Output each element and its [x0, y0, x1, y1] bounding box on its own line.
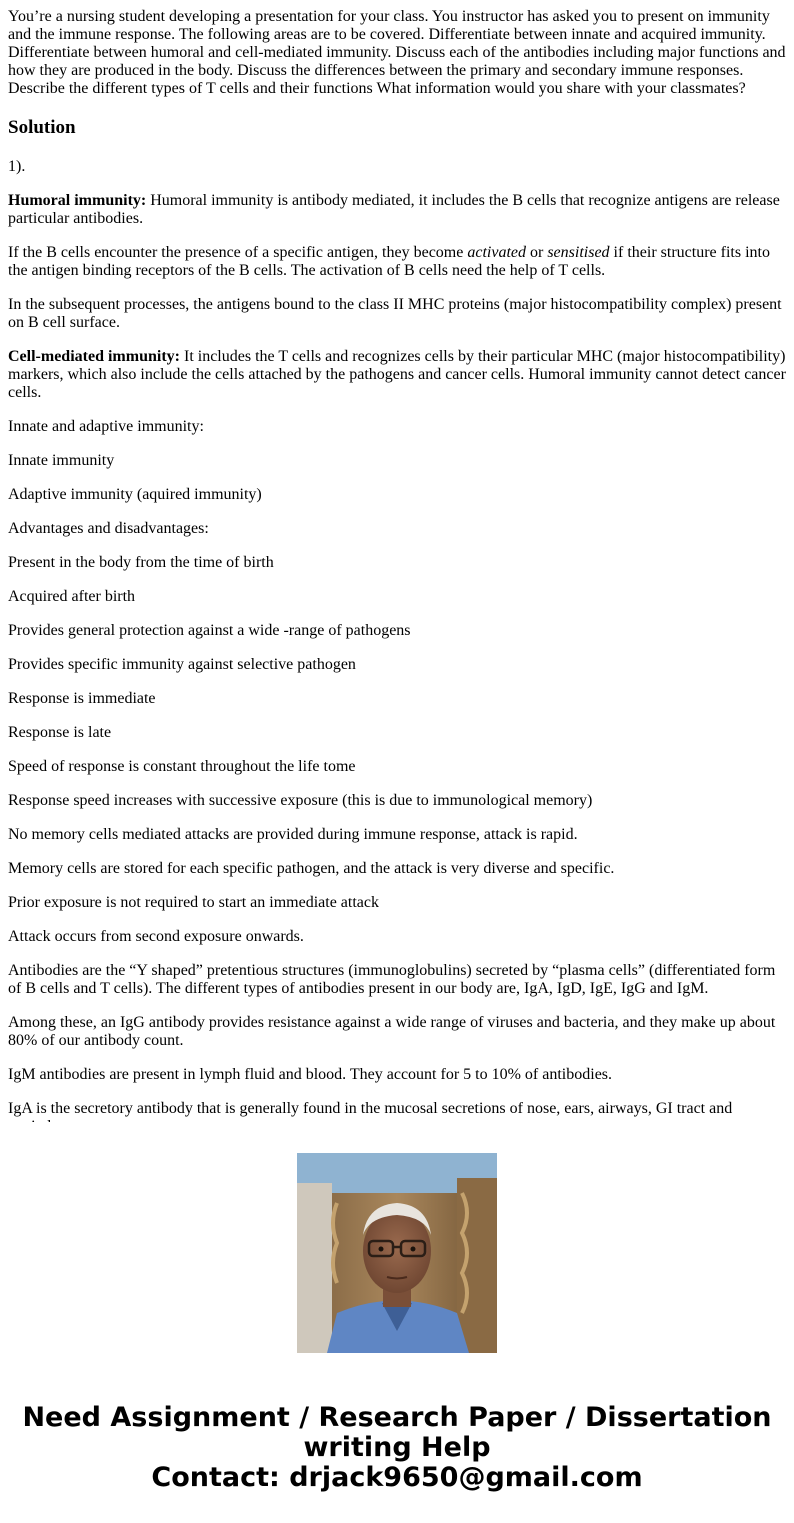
bcell-or: or [526, 244, 548, 261]
innate-adaptive-heading: Innate and adaptive immunity: [8, 418, 204, 435]
comparison-item: Response is immediate [8, 690, 156, 707]
comparison-item: Response speed increases with successive exposure (this is due to immunological memory) [8, 792, 593, 809]
comparison-item: Acquired after birth [8, 588, 136, 605]
humoral-term: Humoral immunity: [8, 192, 147, 209]
solution-heading: Solution [8, 117, 76, 138]
comparison-item: Present in the body from the time of birth [8, 554, 274, 571]
comparison-item: Prior exposure is not required to start an immediate attack [8, 894, 379, 911]
cta-line-2: writing Help [303, 1432, 491, 1463]
cta-contact-email[interactable]: Contact: drjack9650@gmail.com [151, 1462, 643, 1493]
adv-disadv-heading: Advantages and disadvantages: [8, 520, 209, 537]
question-text: You’re a nursing student developing a presentation for your class. You instructor has asked you to present on immunity and the immune response. The following areas are to be covered. Differentiate between innate and acquired immunity. Differentiate between humoral and cell-mediated immunity. Discuss each of the antibodies including major functions and how they are produced in the body. Discuss the differences between the primary and secondary immune responses. Describe the different types of T cells and their functions What information would you share with your classmates? [8, 8, 786, 97]
comparison-item: Attack occurs from second exposure onwards. [8, 928, 304, 945]
comparison-item: Provides specific immunity against selective pathogen [8, 656, 356, 673]
antibodies-paragraph: Antibodies are the “Y shaped” pretentious structures (immunoglobulins) secreted by “plasma cells” (differentiated form of B cells and T cells). The different types of antibodies present in our body are, IgA, IgD, IgE, IgG and IgM. [8, 962, 776, 997]
contact-banner [0, 1403, 794, 1493]
humoral-text: Humoral immunity is antibody mediated, it includes the B cells that recognize antigens are release particular antibodies. [8, 192, 780, 227]
igm-paragraph: IgM antibodies are present in lymph fluid and blood. They account for 5 to 10% of antibodies. [8, 1066, 613, 1083]
bcell-suffix: if their structure fits into the antigen binding receptors of the B cells. The activation of B cells need the help of T cells. [8, 244, 770, 279]
cta-line-1: Need Assignment / Research Paper / Dissertation [22, 1402, 772, 1433]
bcell-activation-paragraph [8, 244, 788, 280]
comparison-item: Provides general protection against a wide -range of pathogens [8, 622, 411, 639]
comparison-item: No memory cells mediated attacks are provided during immune response, attack is rapid. [8, 826, 578, 843]
comparison-item: Memory cells are stored for each specific pathogen, and the attack is very diverse and specific. [8, 860, 615, 877]
adaptive-label: Adaptive immunity (aquired immunity) [8, 486, 262, 503]
bcell-term-sensitised: sensitised [547, 244, 610, 261]
cell-mediated-paragraph [8, 348, 788, 402]
innate-label: Innate immunity [8, 452, 115, 469]
promo-footer [0, 1122, 794, 1523]
cell-mediated-term: Cell-mediated immunity: [8, 348, 180, 365]
comparison-item: Response is late [8, 724, 112, 741]
igg-paragraph: Among these, an IgG antibody provides resistance against a wide range of viruses and bacteria, and they make up about 80% of our antibody count. [8, 1014, 776, 1049]
cell-mediated-text: It includes the T cells and recognizes cells by their particular MHC (major histocompatibility) markers, which also include the cells attached by the pathogens and cancer cells. Humoral immunity cannot detect cancer cells. [8, 348, 786, 401]
author-photo [297, 1153, 497, 1353]
document-content [8, 8, 788, 1122]
mhc-paragraph: In the subsequent processes, the antigens bound to the class II MHC proteins (major histocompatibility complex) present on B cell surface. [8, 296, 782, 331]
author-avatar [297, 1153, 497, 1353]
bcell-prefix: If the B cells encounter the presence of a specific antigen, they become [8, 244, 468, 261]
comparison-item: Speed of response is constant throughout the life tome [8, 758, 356, 775]
solution-number: 1). [8, 158, 26, 175]
humoral-paragraph [8, 192, 788, 228]
iga-paragraph: IgA is the secretory antibody that is generally found in the mucosal secretions of nose, ears, airways, GI tract and [8, 1100, 733, 1117]
bcell-term-activated: activated [467, 244, 526, 261]
